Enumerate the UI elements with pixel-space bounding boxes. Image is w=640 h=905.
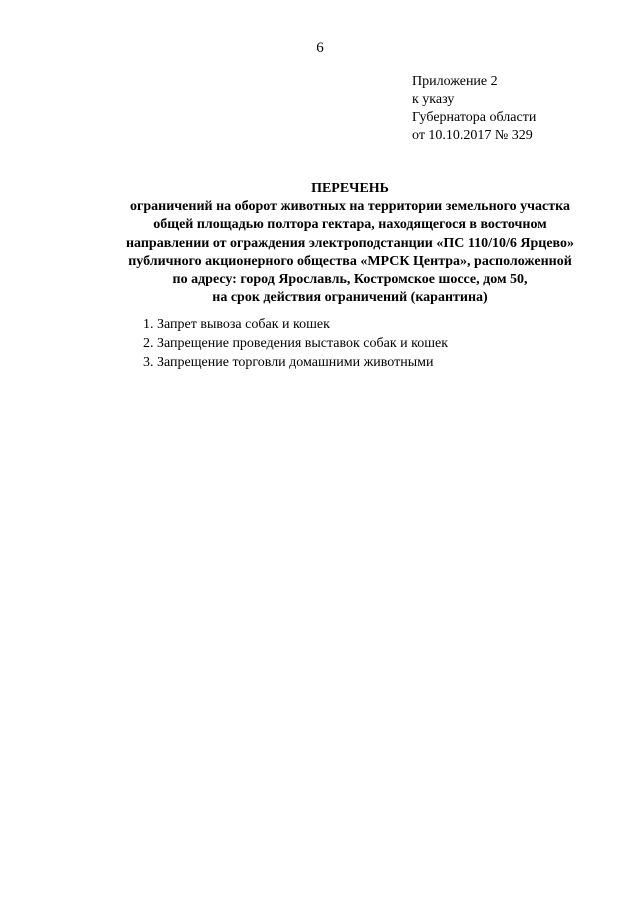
title-line: направлении от ограждения электроподстанции «ПС 110/10/6 Ярцево» <box>125 235 575 251</box>
page-number: 6 <box>316 40 324 56</box>
title-line: по адресу: город Ярославль, Костромское шоссе, дом 50, <box>172 272 528 288</box>
appendix-line: Приложение 2 <box>412 74 498 89</box>
appendix-line: от 10.10.2017 № 329 <box>412 128 533 143</box>
appendix-line: Губернатора области <box>412 110 537 125</box>
appendix-line: к указу <box>412 92 455 107</box>
title-line: общей площадью полтора гектара, находящегося в восточном <box>153 217 547 233</box>
list-item: 2. Запрещение проведения выставок собак и кошек <box>143 336 449 351</box>
list-item: 1. Запрет вывоза собак и кошек <box>143 317 330 332</box>
document-title <box>0 180 640 307</box>
list-item: 3. Запрещение торговли домашними животными <box>143 355 434 370</box>
restrictions-list <box>143 315 448 372</box>
appendix-reference <box>412 73 536 145</box>
title-line: на срок действия ограничений (карантина) <box>212 290 488 306</box>
title-heading: ПЕРЕЧЕНЬ <box>311 181 389 196</box>
title-line: ограничений на оборот животных на территории земельного участка <box>130 199 570 215</box>
title-line: публичного акционерного общества «МРСК Центра», расположенной <box>128 253 572 269</box>
